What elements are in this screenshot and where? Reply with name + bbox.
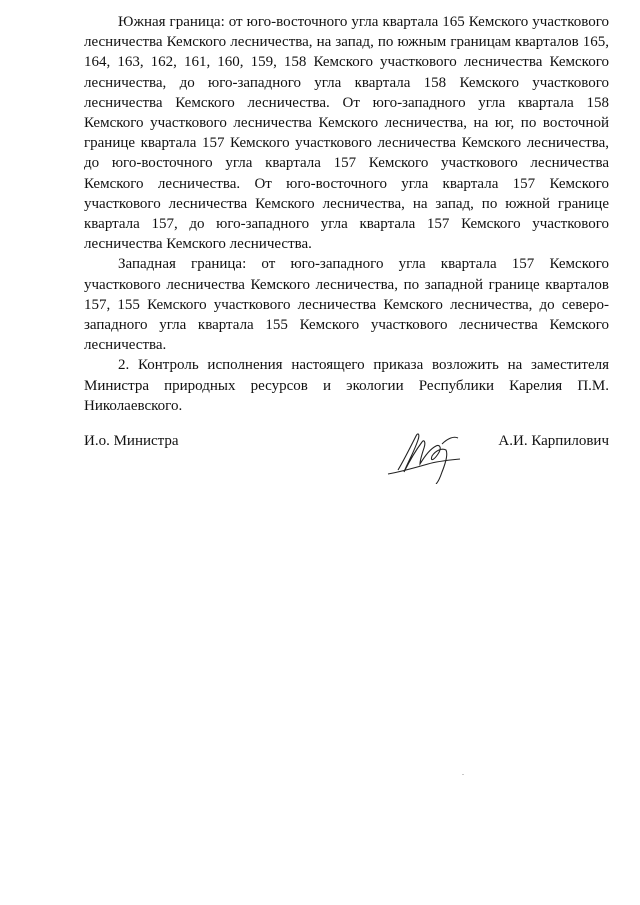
signatory-position: И.о. Министра	[84, 433, 179, 449]
scan-speck	[462, 774, 464, 775]
paragraph-south-border: Южная граница: от юго-восточного угла квартала 165 Кемского участкового лесничества Кемского лесничества, на запад, по южным границам кварталов 165, 164, 163, 162, 161, 160, 159, 158 Кемского участкового лесничества Кемского лесничества, до юго-западного угла квартала 158 Кемского участкового лесничества Кемского лесничества. От юго-западного угла квартала 158 Кемского участкового лесничества Кемского лесничества, на юг, по восточной границе квартала 157 Кемского участкового лесничества Кемского лесничества, до юго-восточного угла квартала 157 Кемского участкового лесничества Кемского лесничества. От юго-восточного угла квартала 157 Кемского участкового лесничества Кемского лесничества, на запад, по южной границе квартала 157, до юго-западного угла квартала 157 Кемского участкового лесничества Кемского лесничества.	[84, 14, 609, 253]
paragraph-control-clause: 2. Контроль исполнения настоящего приказа возложить на заместителя Министра природных ресурсов и экологии Республики Карелия П.М. Николаевского.	[84, 357, 609, 414]
signature-block	[84, 430, 609, 490]
signatory-name: А.И. Карпилович	[498, 433, 609, 449]
document-body	[84, 12, 609, 416]
paragraph-west-border: Западная граница: от юго-западного угла квартала 157 Кемского участкового лесничества Кемского лесничества, по западной границе кварталов 157, 155 Кемского участкового лесничества Кемского лесничества, до северо-западного угла квартала 155 Кемского участкового лесничества Кемского лесничества.	[84, 256, 609, 354]
handwritten-signature	[380, 424, 470, 484]
